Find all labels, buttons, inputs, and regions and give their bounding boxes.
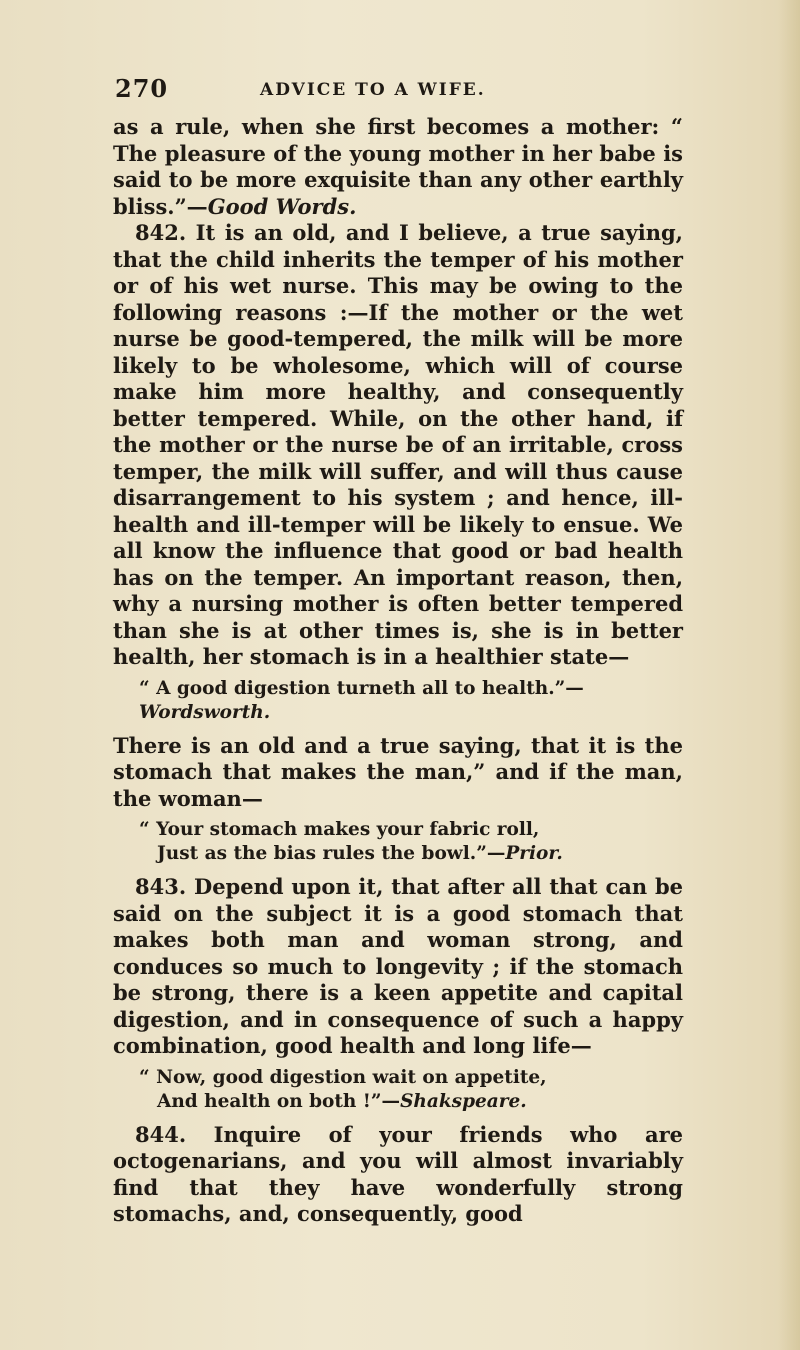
paragraph-intro [113,114,683,220]
page-edge-shadow [778,0,800,1350]
quote-shakspeare-line-2: And health on both !”— [157,1090,401,1112]
paragraph-intro-text: as a rule, when she first becomes a mother: “ The pleasure of the young mother in her babe is said to be more exquisite than any other earthly bliss.”— [113,114,683,219]
paragraph-stomach: There is an old and a true saying, that it is the stomach that makes the man,” and if the man, the woman— [113,732,683,811]
page-body [113,114,683,1228]
quote-shakspeare-line-1: “ Now, good digestion wait on appetite, [139,1066,547,1088]
quote-wordsworth-text: “ A good digestion turneth all to health.”— [139,677,584,699]
quote-wordsworth-source: Wordsworth. [139,701,271,723]
quote-prior-source: Prior. [505,843,563,864]
page-number: 270 [115,74,169,103]
quote-prior-line-1: “ Your stomach makes your fabric roll, [139,819,540,840]
quote-shakspeare [139,1066,683,1114]
quote-prior [139,818,683,866]
paragraph-843: 843. Depend upon it, that after all that can be said on the subject it is a good stomach that makes both man and woman strong, and conduces so much to longevity ; if the stomach be strong, there is a keen appetite and capital digestion, and in consequence of such a happy combination, good health and long life— [113,874,683,1058]
quote-prior-line-2: Just as the bias rules the bowl.”— [157,843,506,864]
paragraph-844: 844. Inquire of your friends who are octogenarians, and you will almost invariably find that they have wonderfully strong stomachs, and, consequently, good [113,1121,683,1226]
page-header [115,74,675,106]
paragraph-intro-source: Good Words. [207,193,357,219]
paragraph-842: 842. It is an old, and I believe, a true saying, that the child inherits the temper of his mother or of his wet nurse. This may be owing to the following reasons :—If the mother or the wet nurse be good-tempered, the milk will be more likely to be wholesome, which will of course make him more healthy, and consequently better tempered. While, on the other hand, if the mother or the nurse be of an irritable, cross temper, the milk will suffer, and will thus cause disarrangement to his system ; and hence, ill-health and ill-temper will be likely to ensue. We all know the influence that good or bad health has on the temper. An important reason, then, why a nursing mother is often better tempered than she is at other times is, she is in better health, her stomach is in a healthier state— [113,220,683,669]
running-head: ADVICE TO A WIFE. [260,80,486,100]
quote-wordsworth [139,677,683,725]
quote-shakspeare-source: Shakspeare. [400,1090,527,1112]
